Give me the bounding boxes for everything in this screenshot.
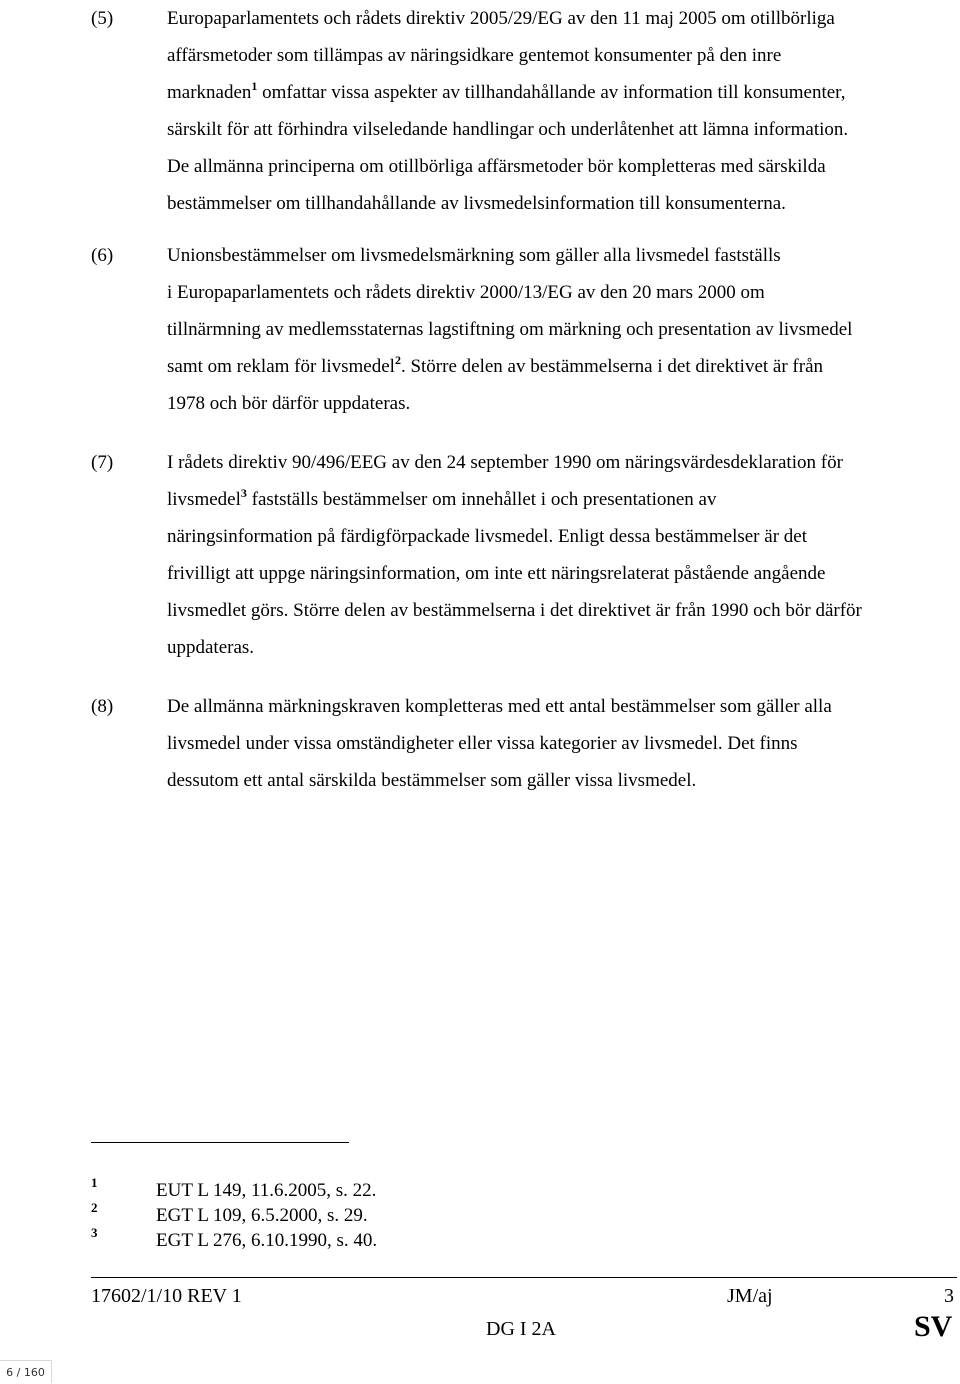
text-line: näringsinformation på färdigförpackade livsmedel. Enligt dessa bestämmelser är det (167, 526, 807, 547)
text-line: särskilt för att förhindra vilseledande handlingar och underlåtenhet att lämna information. (167, 119, 849, 140)
recital-number: (7) (91, 452, 114, 473)
page-counter: 6 / 160 (0, 1360, 52, 1383)
document-reference: 17602/1/10 REV 1 (91, 1285, 242, 1307)
author-initials: JM/aj (727, 1285, 773, 1307)
footnote-ref: 1 (251, 79, 258, 93)
text-line: i Europaparlamentets och rådets direktiv 2000/13/EG av den 20 mars 2000 om (167, 282, 765, 303)
footnote-text: EUT L 149, 11.6.2005, s. 22. (156, 1180, 377, 1201)
recital-text (167, 688, 957, 799)
text-line: marknaden$^1$ omfattar vissa aspekter av tillhandahållande av information till konsumenter, (167, 79, 846, 103)
text-line: frivilligt att uppge näringsinformation, om inte ett näringsrelaterat påstående angående (167, 563, 826, 584)
recital-text (167, 237, 957, 422)
directorate-code: DG I 2A (486, 1318, 556, 1340)
text-line: De allmänna principerna om otillbörliga affärsmetoder bör kompletteras med särskilda (167, 156, 826, 177)
text-line: 1978 och bör därför uppdateras. (167, 393, 411, 414)
footnote-ref: 3 (240, 486, 247, 500)
recital-text (167, 444, 957, 666)
footnote-text: EGT L 276, 6.10.1990, s. 40. (156, 1230, 378, 1251)
recital-text (167, 0, 957, 222)
recital-number: (5) (91, 8, 114, 29)
language-code: SV (914, 1310, 953, 1343)
text-line: dessutom ett antal särskilda bestämmelser som gäller vissa livsmedel. (167, 770, 697, 791)
text-line: bestämmelser om tillhandahållande av livsmedelsinformation till konsumenterna. (167, 193, 786, 214)
text-line: tillnärmning av medlemsstaternas lagstiftning om märkning och presentation av livsmedel (167, 319, 853, 340)
text-line: livsmedel under vissa omständigheter eller vissa kategorier av livsmedel. Det finns (167, 733, 798, 754)
footnote-number: 1 (91, 1175, 98, 1190)
text-line: I rådets direktiv 90/496/EEG av den 24 september 1990 om näringsvärdesdeklaration för (167, 452, 843, 473)
recital-number: (6) (91, 245, 114, 266)
text-line: Unionsbestämmelser om livsmedelsmärkning som gäller alla livsmedel fastställs (167, 245, 781, 266)
page-number: 3 (944, 1285, 954, 1307)
footnote-ref: 2 (394, 353, 401, 367)
text-line: Europaparlamentets och rådets direktiv 2005/29/EG av den 11 maj 2005 om otillbörliga (167, 8, 835, 29)
footnote-number: 2 (91, 1200, 98, 1215)
footnote-number: 3 (91, 1225, 98, 1240)
footnote-text: EGT L 109, 6.5.2000, s. 29. (156, 1205, 368, 1226)
footer-separator (91, 1277, 957, 1278)
footnote-3 (0, 1225, 960, 1253)
footnote-2 (0, 1200, 960, 1228)
text-line: De allmänna märkningskraven kompletteras med ett antal bestämmelser som gäller alla (167, 696, 832, 717)
text-line: livsmedlet görs. Större delen av bestämmelserna i det direktivet är från 1990 och bör därför (167, 600, 862, 621)
text-line: samt om reklam för livsmedel$^2$. Större delen av bestämmelserna i det direktivet är från (167, 353, 824, 377)
text-line: affärsmetoder som tillämpas av näringsidkare gentemot konsumenter på den inre (167, 45, 782, 66)
text-line: livsmedel$^3$ fastställs bestämmelser om innehållet i och presentationen av (167, 486, 717, 510)
footnote-1 (0, 1175, 960, 1203)
recital-number: (8) (91, 696, 114, 717)
footnote-separator (91, 1142, 349, 1143)
text-line: uppdateras. (167, 637, 255, 658)
